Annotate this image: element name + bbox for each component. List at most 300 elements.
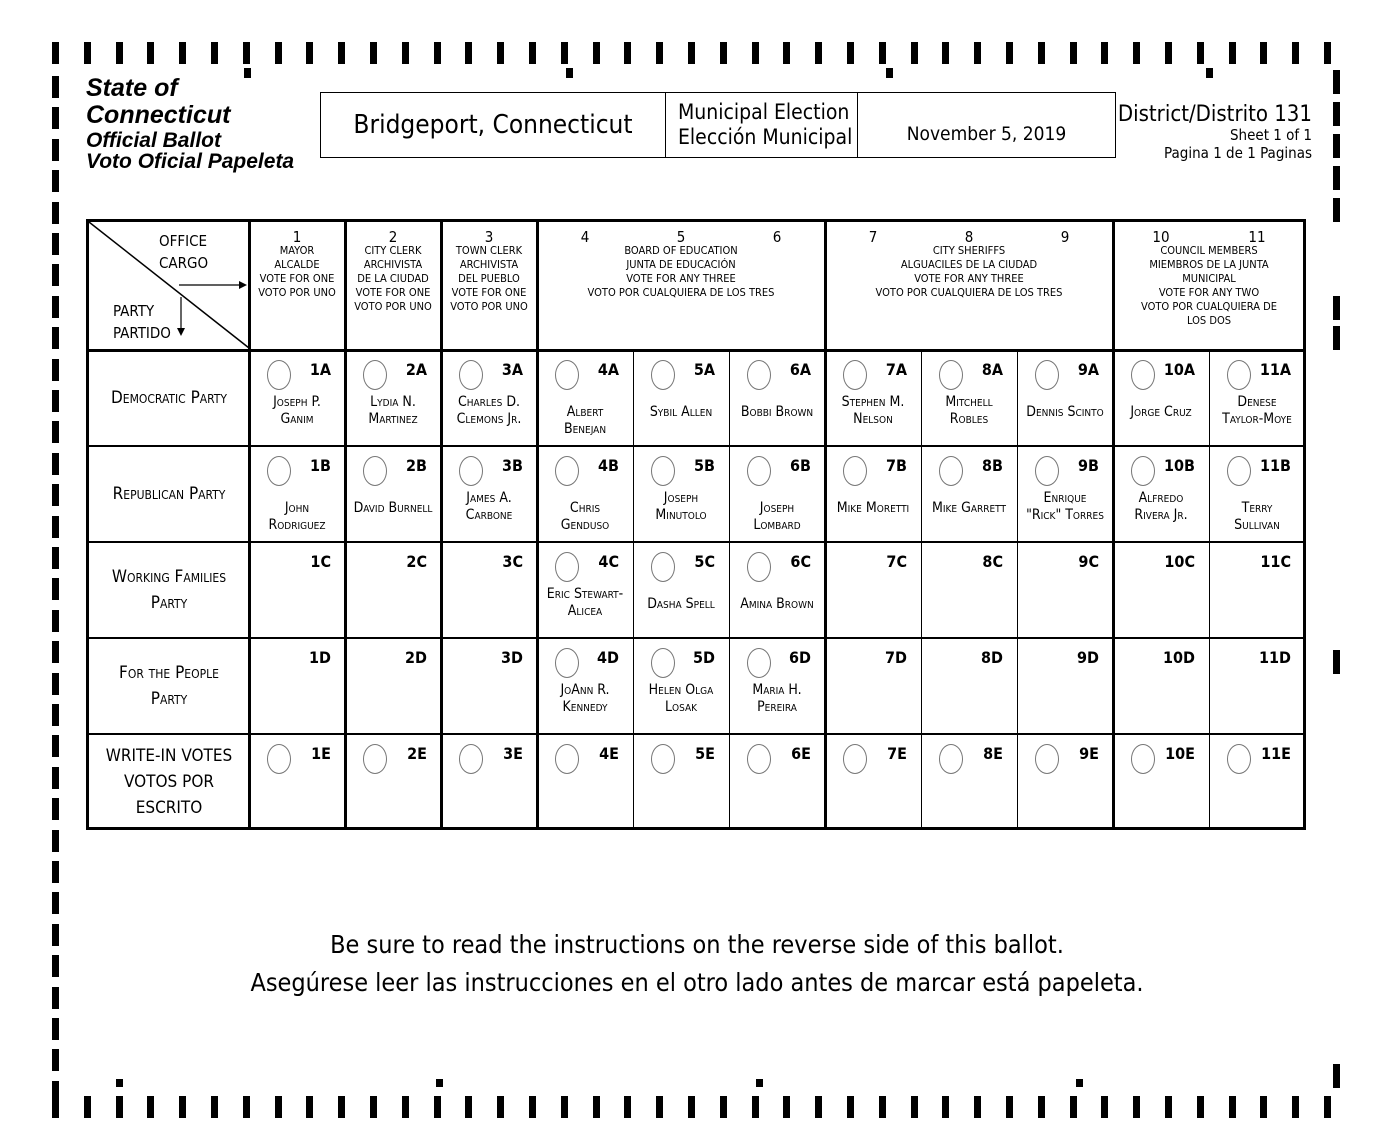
ballot-cell[interactable] <box>825 350 921 446</box>
vote-oval[interactable] <box>459 744 483 774</box>
vote-oval[interactable] <box>555 744 579 774</box>
candidate-code: 10B <box>1164 456 1195 475</box>
timing-mark <box>402 42 409 64</box>
timing-mark <box>116 1096 123 1118</box>
timing-mark <box>306 42 313 64</box>
candidate-code: 7B <box>886 456 907 475</box>
state-of-label: State of <box>86 74 178 102</box>
timing-mark <box>52 107 59 129</box>
timing-mark <box>84 42 91 64</box>
office-number: 11 <box>1248 228 1266 246</box>
candidate-code: 10C <box>1164 552 1195 571</box>
office-title-line: VOTE FOR ANY THREE <box>626 272 736 285</box>
candidate-name: Joseph Lombard <box>753 500 801 533</box>
office-title-line: TOWN CLERK <box>455 244 523 257</box>
candidate-code: 1A <box>309 360 331 379</box>
timing-mark <box>688 1096 695 1118</box>
timing-mark <box>497 1096 504 1118</box>
timing-mark <box>1133 1096 1140 1118</box>
ballot-cell <box>1017 638 1113 734</box>
ballot-cell[interactable] <box>633 350 729 446</box>
timing-mark <box>52 1018 59 1040</box>
vote-oval[interactable] <box>651 360 675 390</box>
timing-mark <box>1292 1096 1299 1118</box>
candidate-name: Dasha Spell <box>647 596 715 612</box>
office-number: 8 <box>964 228 974 246</box>
ballot-cell[interactable] <box>729 734 825 830</box>
vote-oval[interactable] <box>267 456 291 486</box>
office-header <box>825 230 1113 300</box>
timing-mark <box>1333 1064 1340 1088</box>
timing-mark <box>1324 1096 1331 1118</box>
ballot-cell <box>1113 542 1209 638</box>
timing-mark <box>52 202 59 224</box>
ballot-cell[interactable] <box>441 350 537 446</box>
cargo-label: CARGO <box>159 254 209 272</box>
vote-oval[interactable] <box>939 744 963 774</box>
sheet-label: Sheet 1 of 1 <box>1229 126 1312 145</box>
instructions-es: Asegúrese leer las instrucciones en el otro lado antes de marcar está papeleta. <box>250 968 1144 997</box>
timing-mark <box>179 42 186 64</box>
timing-mark <box>529 42 536 64</box>
timing-mark <box>847 1096 854 1118</box>
ballot-cell[interactable] <box>1017 446 1113 542</box>
timing-mark <box>52 233 59 255</box>
candidate-code: 8B <box>982 456 1003 475</box>
timing-mark <box>879 1096 886 1118</box>
timing-mark <box>434 42 441 64</box>
ballot-cell[interactable] <box>249 350 345 446</box>
timing-mark <box>52 861 59 883</box>
timing-mark <box>656 1096 663 1118</box>
candidate-code: 3E <box>503 744 523 763</box>
candidate-name: Bobbi Brown <box>740 404 814 420</box>
instructions <box>0 926 1394 1002</box>
candidate-name: Mitchell Robles <box>945 394 993 427</box>
ballot-table <box>86 219 1306 830</box>
candidate-code: 8C <box>982 552 1003 571</box>
election-date: November 5, 2019 <box>906 123 1067 145</box>
candidate-code: 2B <box>406 456 427 475</box>
vote-oval[interactable] <box>651 456 675 486</box>
candidate-code: 5E <box>695 744 715 763</box>
timing-mark <box>624 42 631 64</box>
vote-oval[interactable] <box>747 744 771 774</box>
candidate-name: Sybil Allen <box>649 404 713 420</box>
candidate-name: Alfredo Rivera Jr. <box>1134 490 1188 523</box>
candidate-code: 9C <box>1078 552 1099 571</box>
office-title-line: VOTE FOR ONE <box>451 286 527 299</box>
office-title-line: ARCHIVISTA <box>363 258 423 271</box>
timing-mark <box>1333 134 1340 158</box>
ballot-cell[interactable] <box>1113 734 1209 830</box>
timing-mark <box>52 139 59 161</box>
ballot-cell[interactable] <box>441 734 537 830</box>
candidate-code: 11E <box>1261 744 1291 763</box>
vote-oval[interactable] <box>363 744 387 774</box>
ballot-cell[interactable] <box>1113 350 1209 446</box>
candidate-code: 5B <box>694 456 715 475</box>
vote-oval[interactable] <box>1227 744 1251 774</box>
ballot-cell[interactable] <box>729 446 825 542</box>
vote-oval[interactable] <box>555 648 579 678</box>
office-title-line: DEL PUEBLO <box>458 272 520 285</box>
ballot-cell[interactable] <box>921 734 1017 830</box>
ballot-cell[interactable] <box>729 638 825 734</box>
candidate-name: John Rodriguez <box>268 500 326 533</box>
election-type <box>666 93 858 157</box>
official-ballot-label: Official Ballot <box>86 129 221 152</box>
timing-mark <box>52 610 59 632</box>
timing-mark <box>52 421 59 443</box>
timing-mark <box>52 453 59 475</box>
timing-mark <box>1229 42 1236 64</box>
district-block <box>1118 102 1312 162</box>
timing-mark <box>52 359 59 381</box>
candidate-name: Chris Genduso <box>560 500 610 533</box>
office-title-line: ARCHIVISTA <box>459 258 519 271</box>
timing-mark <box>1324 42 1331 64</box>
candidate-code: 10D <box>1163 648 1195 667</box>
timing-mark <box>1070 42 1077 64</box>
timing-mark <box>815 1096 822 1118</box>
office-title-line: CITY CLERK <box>364 244 422 257</box>
ballot-cell <box>345 638 441 734</box>
timing-mark-small <box>1076 1079 1083 1087</box>
timing-mark <box>1133 42 1140 64</box>
timing-mark <box>465 42 472 64</box>
timing-mark <box>52 1049 59 1071</box>
candidate-code: 9A <box>1077 360 1099 379</box>
timing-mark-small <box>1206 68 1213 78</box>
ballot-cell[interactable] <box>345 350 441 446</box>
timing-mark <box>211 1096 218 1118</box>
ballot-cell[interactable] <box>249 734 345 830</box>
candidate-code: 10E <box>1165 744 1195 763</box>
candidate-code: 1B <box>310 456 331 475</box>
timing-mark <box>1333 650 1340 674</box>
ballot-cell <box>825 638 921 734</box>
candidate-name: Lydia N. Martinez <box>368 394 418 427</box>
ballot-cell <box>921 638 1017 734</box>
vote-oval[interactable] <box>555 456 579 486</box>
vote-oval[interactable] <box>939 360 963 390</box>
office-title-line: COUNCIL MEMBERS <box>1160 244 1258 257</box>
ballot-cell[interactable] <box>1017 350 1113 446</box>
ballot-cell <box>1113 638 1209 734</box>
vote-oval[interactable] <box>363 360 387 390</box>
office-header <box>345 230 441 314</box>
candidate-code: 1E <box>311 744 331 763</box>
candidate-code: 2D <box>405 648 427 667</box>
vote-oval[interactable] <box>747 360 771 390</box>
candidate-code: 1D <box>309 648 331 667</box>
vote-oval[interactable] <box>363 456 387 486</box>
candidate-code: 11C <box>1260 552 1291 571</box>
candidate-code: 7D <box>885 648 907 667</box>
timing-mark <box>52 641 59 663</box>
vote-oval[interactable] <box>651 648 675 678</box>
ballot-cell[interactable] <box>633 638 729 734</box>
candidate-code: 5D <box>693 648 715 667</box>
vote-oval[interactable] <box>1035 456 1059 486</box>
ballot-cell[interactable] <box>633 734 729 830</box>
party-label: Democratic Party <box>110 388 227 408</box>
ballot-cell[interactable] <box>1209 446 1305 542</box>
timing-mark <box>720 42 727 64</box>
timing-mark <box>52 170 59 192</box>
office-header <box>537 230 825 300</box>
candidate-name: Jorge Cruz <box>1130 404 1192 420</box>
timing-mark <box>370 42 377 64</box>
office-title-line: ALGUACILES DE LA CIUDAD <box>900 258 1038 271</box>
timing-mark <box>1333 102 1340 126</box>
timing-mark <box>974 1096 981 1118</box>
candidate-code: 6E <box>791 744 811 763</box>
timing-mark-small <box>436 1079 443 1087</box>
office-header <box>249 230 345 300</box>
timing-mark <box>52 76 59 98</box>
candidate-code: 4C <box>598 552 619 571</box>
timing-mark <box>306 1096 313 1118</box>
candidate-code: 4E <box>599 744 619 763</box>
candidate-name: Joseph P. Ganim <box>273 394 321 427</box>
timing-mark <box>52 578 59 600</box>
ballot-cell[interactable] <box>1209 734 1305 830</box>
ballot-cell[interactable] <box>825 446 921 542</box>
vote-oval[interactable] <box>459 360 483 390</box>
office-number: 10 <box>1152 228 1170 246</box>
candidate-code: 6C <box>790 552 811 571</box>
timing-mark <box>783 1096 790 1118</box>
ballot-cell[interactable] <box>345 446 441 542</box>
ballot-cell[interactable] <box>729 350 825 446</box>
timing-mark <box>52 390 59 412</box>
vote-oval[interactable] <box>843 456 867 486</box>
ballot-cell[interactable] <box>537 542 633 638</box>
office-number: 9 <box>1060 228 1070 246</box>
timing-mark <box>720 1096 727 1118</box>
candidate-code: 3A <box>501 360 523 379</box>
election-header-box <box>320 92 1116 158</box>
vote-oval[interactable] <box>1131 744 1155 774</box>
ballot-cell[interactable] <box>537 734 633 830</box>
office-title-line: MUNICIPAL <box>1182 272 1236 285</box>
timing-mark <box>1038 1096 1045 1118</box>
vote-oval[interactable] <box>555 552 579 582</box>
candidate-code: 1C <box>310 552 331 571</box>
ballot-cell <box>1209 542 1305 638</box>
timing-mark <box>561 42 568 64</box>
timing-mark <box>529 1096 536 1118</box>
ballot-cell[interactable] <box>441 446 537 542</box>
ballot-cell <box>441 638 537 734</box>
office-number: 1 <box>292 228 302 246</box>
timing-mark <box>497 42 504 64</box>
candidate-name: Terry Sullivan <box>1234 500 1280 533</box>
timing-mark <box>1333 166 1340 190</box>
office-header <box>1113 230 1305 328</box>
state-seal-block <box>86 76 294 172</box>
ballot-cell[interactable] <box>1017 734 1113 830</box>
timing-mark <box>52 735 59 757</box>
candidate-name: Stephen M. Nelson <box>841 394 905 427</box>
office-number: 5 <box>676 228 686 246</box>
office-number: 3 <box>484 228 494 246</box>
timing-mark <box>52 296 59 318</box>
instructions-en: Be sure to read the instructions on the reverse side of this ballot. <box>330 930 1064 959</box>
timing-mark <box>847 42 854 64</box>
ballot-cell[interactable] <box>729 542 825 638</box>
candidate-code: 4A <box>597 360 619 379</box>
candidate-code: 9E <box>1079 744 1099 763</box>
candidate-code: 6A <box>789 360 811 379</box>
timing-mark <box>52 673 59 695</box>
ballot-cell <box>1017 542 1113 638</box>
timing-mark <box>243 42 250 64</box>
vote-oval[interactable] <box>747 456 771 486</box>
ballot-cell <box>441 542 537 638</box>
ballot-cell[interactable] <box>825 734 921 830</box>
office-title-line: JUNTA DE EDUCACIÓN <box>626 258 736 271</box>
timing-mark <box>783 42 790 64</box>
candidate-code: 3B <box>502 456 523 475</box>
timing-mark <box>1101 1096 1108 1118</box>
timing-mark <box>147 42 154 64</box>
timing-mark <box>52 892 59 914</box>
candidate-name: Charles D. Clemons Jr. <box>456 394 522 427</box>
ballot-cell <box>825 542 921 638</box>
candidate-code: 5C <box>694 552 715 571</box>
city-name: Bridgeport, Connecticut <box>321 93 666 157</box>
timing-mark <box>275 42 282 64</box>
vote-oval[interactable] <box>267 744 291 774</box>
candidate-code: 6D <box>789 648 811 667</box>
vote-oval[interactable] <box>747 552 771 582</box>
timing-mark <box>52 547 59 569</box>
candidate-code: 7E <box>887 744 907 763</box>
timing-mark <box>911 1096 918 1118</box>
office-title-line: VOTO POR CUALQUIERA DE LOS TRES <box>587 286 775 299</box>
state-name: Connecticut <box>86 101 231 129</box>
vote-oval[interactable] <box>651 744 675 774</box>
timing-mark <box>1260 42 1267 64</box>
office-title-line: DE LA CIUDAD <box>357 272 429 285</box>
vote-oval[interactable] <box>555 360 579 390</box>
candidate-code: 9B <box>1078 456 1099 475</box>
timing-mark <box>147 1096 154 1118</box>
office-title-line: MAYOR <box>279 244 315 257</box>
timing-mark <box>1101 42 1108 64</box>
timing-mark <box>211 42 218 64</box>
timing-mark <box>1006 42 1013 64</box>
ballot-cell[interactable] <box>633 446 729 542</box>
timing-mark <box>974 42 981 64</box>
ballot-cell[interactable] <box>537 638 633 734</box>
office-title-line: BOARD OF EDUCATION <box>624 244 738 257</box>
ballot-cell[interactable] <box>921 350 1017 446</box>
vote-oval[interactable] <box>843 744 867 774</box>
office-number: 2 <box>388 228 398 246</box>
timing-mark <box>656 42 663 64</box>
timing-mark <box>52 704 59 726</box>
party-label: WRITE-IN VOTES VOTOS POR ESCRITO <box>105 746 233 818</box>
candidate-name: Maria H. Pereira <box>752 682 802 715</box>
candidate-code: 7A <box>885 360 907 379</box>
candidate-name: Joseph Minutolo <box>655 490 707 523</box>
ballot-cell[interactable] <box>537 350 633 446</box>
vote-oval[interactable] <box>651 552 675 582</box>
timing-mark <box>1333 296 1340 320</box>
vote-oval[interactable] <box>459 456 483 486</box>
timing-mark <box>402 1096 409 1118</box>
candidate-name: David Burnell <box>353 500 433 516</box>
timing-mark <box>1260 1096 1267 1118</box>
vote-oval[interactable] <box>1227 360 1251 390</box>
candidate-code: 11B <box>1260 456 1291 475</box>
candidate-name: Eric Stewart-Alicea <box>546 586 624 619</box>
election-type-es: Elección Municipal <box>678 125 853 149</box>
ballot-cell[interactable] <box>537 446 633 542</box>
timing-mark <box>52 798 59 820</box>
candidate-code: 6B <box>790 456 811 475</box>
vote-oval[interactable] <box>939 456 963 486</box>
ballot-cell[interactable] <box>345 734 441 830</box>
candidate-code: 2E <box>407 744 427 763</box>
office-title-line: VOTO POR UNO <box>450 300 528 313</box>
office-title-line: VOTE FOR ANY TWO <box>1158 286 1260 299</box>
candidate-name: Enrique "Rick" Torres <box>1026 490 1104 523</box>
vote-oval[interactable] <box>1035 744 1059 774</box>
ballot-cell[interactable] <box>1209 350 1305 446</box>
ballot-cell <box>249 638 345 734</box>
ballot-cell[interactable] <box>249 446 345 542</box>
candidate-code: 7C <box>886 552 907 571</box>
vote-oval[interactable] <box>1131 360 1155 390</box>
vote-oval[interactable] <box>843 360 867 390</box>
vote-oval[interactable] <box>747 648 771 678</box>
vote-oval[interactable] <box>1131 456 1155 486</box>
timing-mark <box>465 1096 472 1118</box>
timing-mark-small <box>566 68 573 78</box>
ballot-cell[interactable] <box>921 446 1017 542</box>
candidate-name: Dennis Scinto <box>1026 404 1104 420</box>
office-number: 6 <box>772 228 782 246</box>
vote-oval[interactable] <box>267 360 291 390</box>
timing-mark <box>879 42 886 64</box>
district-title: District/Distrito 131 <box>1117 102 1312 127</box>
timing-mark <box>561 1096 568 1118</box>
candidate-code: 9D <box>1077 648 1099 667</box>
timing-mark <box>1292 42 1299 64</box>
office-title-line: MIEMBROS DE LA JUNTA <box>1149 258 1269 271</box>
ballot-cell[interactable] <box>1113 446 1209 542</box>
candidate-name: James A. Carbone <box>465 490 513 523</box>
timing-mark-small <box>116 1079 123 1087</box>
timing-mark <box>624 1096 631 1118</box>
office-title-line: VOTO POR UNO <box>354 300 432 313</box>
timing-mark <box>911 42 918 64</box>
timing-mark <box>1333 70 1340 94</box>
vote-oval[interactable] <box>1227 456 1251 486</box>
ballot-cell <box>921 542 1017 638</box>
vote-oval[interactable] <box>1035 360 1059 390</box>
timing-mark <box>370 1096 377 1118</box>
ballot-cell[interactable] <box>633 542 729 638</box>
timing-mark <box>84 1096 91 1118</box>
candidate-code: 11A <box>1259 360 1291 379</box>
timing-mark <box>593 1096 600 1118</box>
